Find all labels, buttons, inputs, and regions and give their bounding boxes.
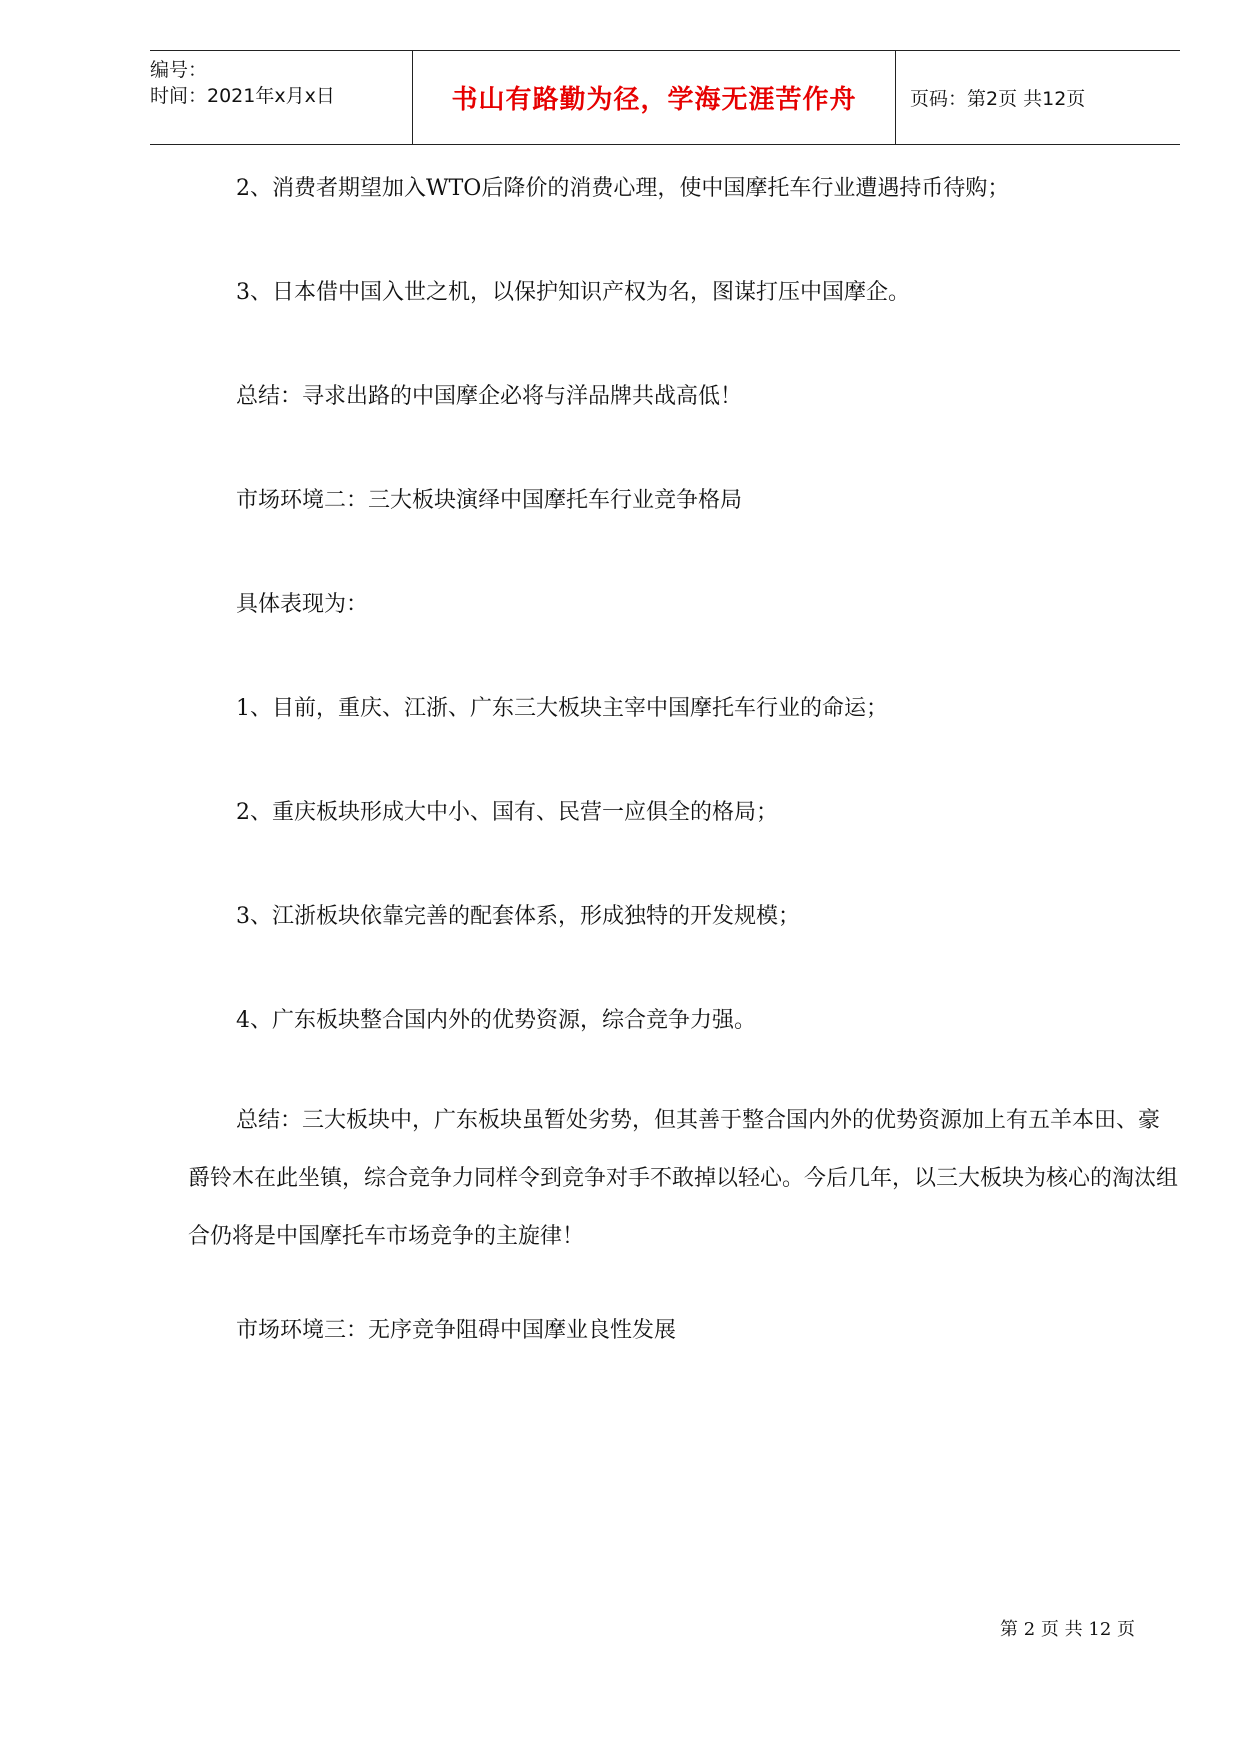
page-footer: 第 2 页 共 12 页 (1000, 1619, 1135, 1640)
header-motto-cell (412, 51, 896, 144)
paragraph: 3、江浙板块依靠完善的配套体系，形成独特的开发规模； (236, 904, 800, 929)
paragraph: 市场环境三：无序竞争阻碍中国摩业良性发展 (236, 1318, 677, 1343)
paragraph: 2、消费者期望加入WTO后降价的消费心理，使中国摩托车行业遭遇持币待购； (236, 176, 1010, 201)
paragraph: 4、广东板块整合国内外的优势资源，综合竞争力强。 (236, 1008, 756, 1033)
serial-label: 编号： (150, 59, 208, 81)
paragraph: 市场环境二：三大板块演绎中国摩托车行业竞争格局 (236, 488, 743, 513)
paragraph: 具体表现为： (236, 592, 369, 617)
time-label: 时间：2021年x月x日 (150, 85, 335, 107)
paragraph: 总结：寻求出路的中国摩企必将与洋品牌共战高低！ (236, 384, 743, 409)
paragraph: 3、日本借中国入世之机，以保护知识产权为名，图谋打压中国摩企。 (236, 280, 910, 305)
paragraph: 总结：三大板块中，广东板块虽暂处劣势，但其善于整合国内外的优势资源加上有五羊本田、豪爵铃木在此坐镇，综合竞争力同样令到竞争对手不敢掉以轻心。今后几年，以三大板块为核心的淘汰组合仍将是中国摩托车市场竞争的主旋律！ (188, 1108, 1179, 1249)
paragraph: 1、目前，重庆、江浙、广东三大板块主宰中国摩托车行业的命运； (236, 696, 888, 721)
header-page-info: 页码：第2页 共12页 (910, 88, 1086, 110)
page-header (150, 50, 1180, 145)
motto: 书山有路勤为径，学海无涯苦作舟 (451, 85, 857, 115)
paragraph: 2、重庆板块形成大中小、国有、民营一应俱全的格局； (236, 800, 778, 825)
header-meta (150, 51, 412, 144)
